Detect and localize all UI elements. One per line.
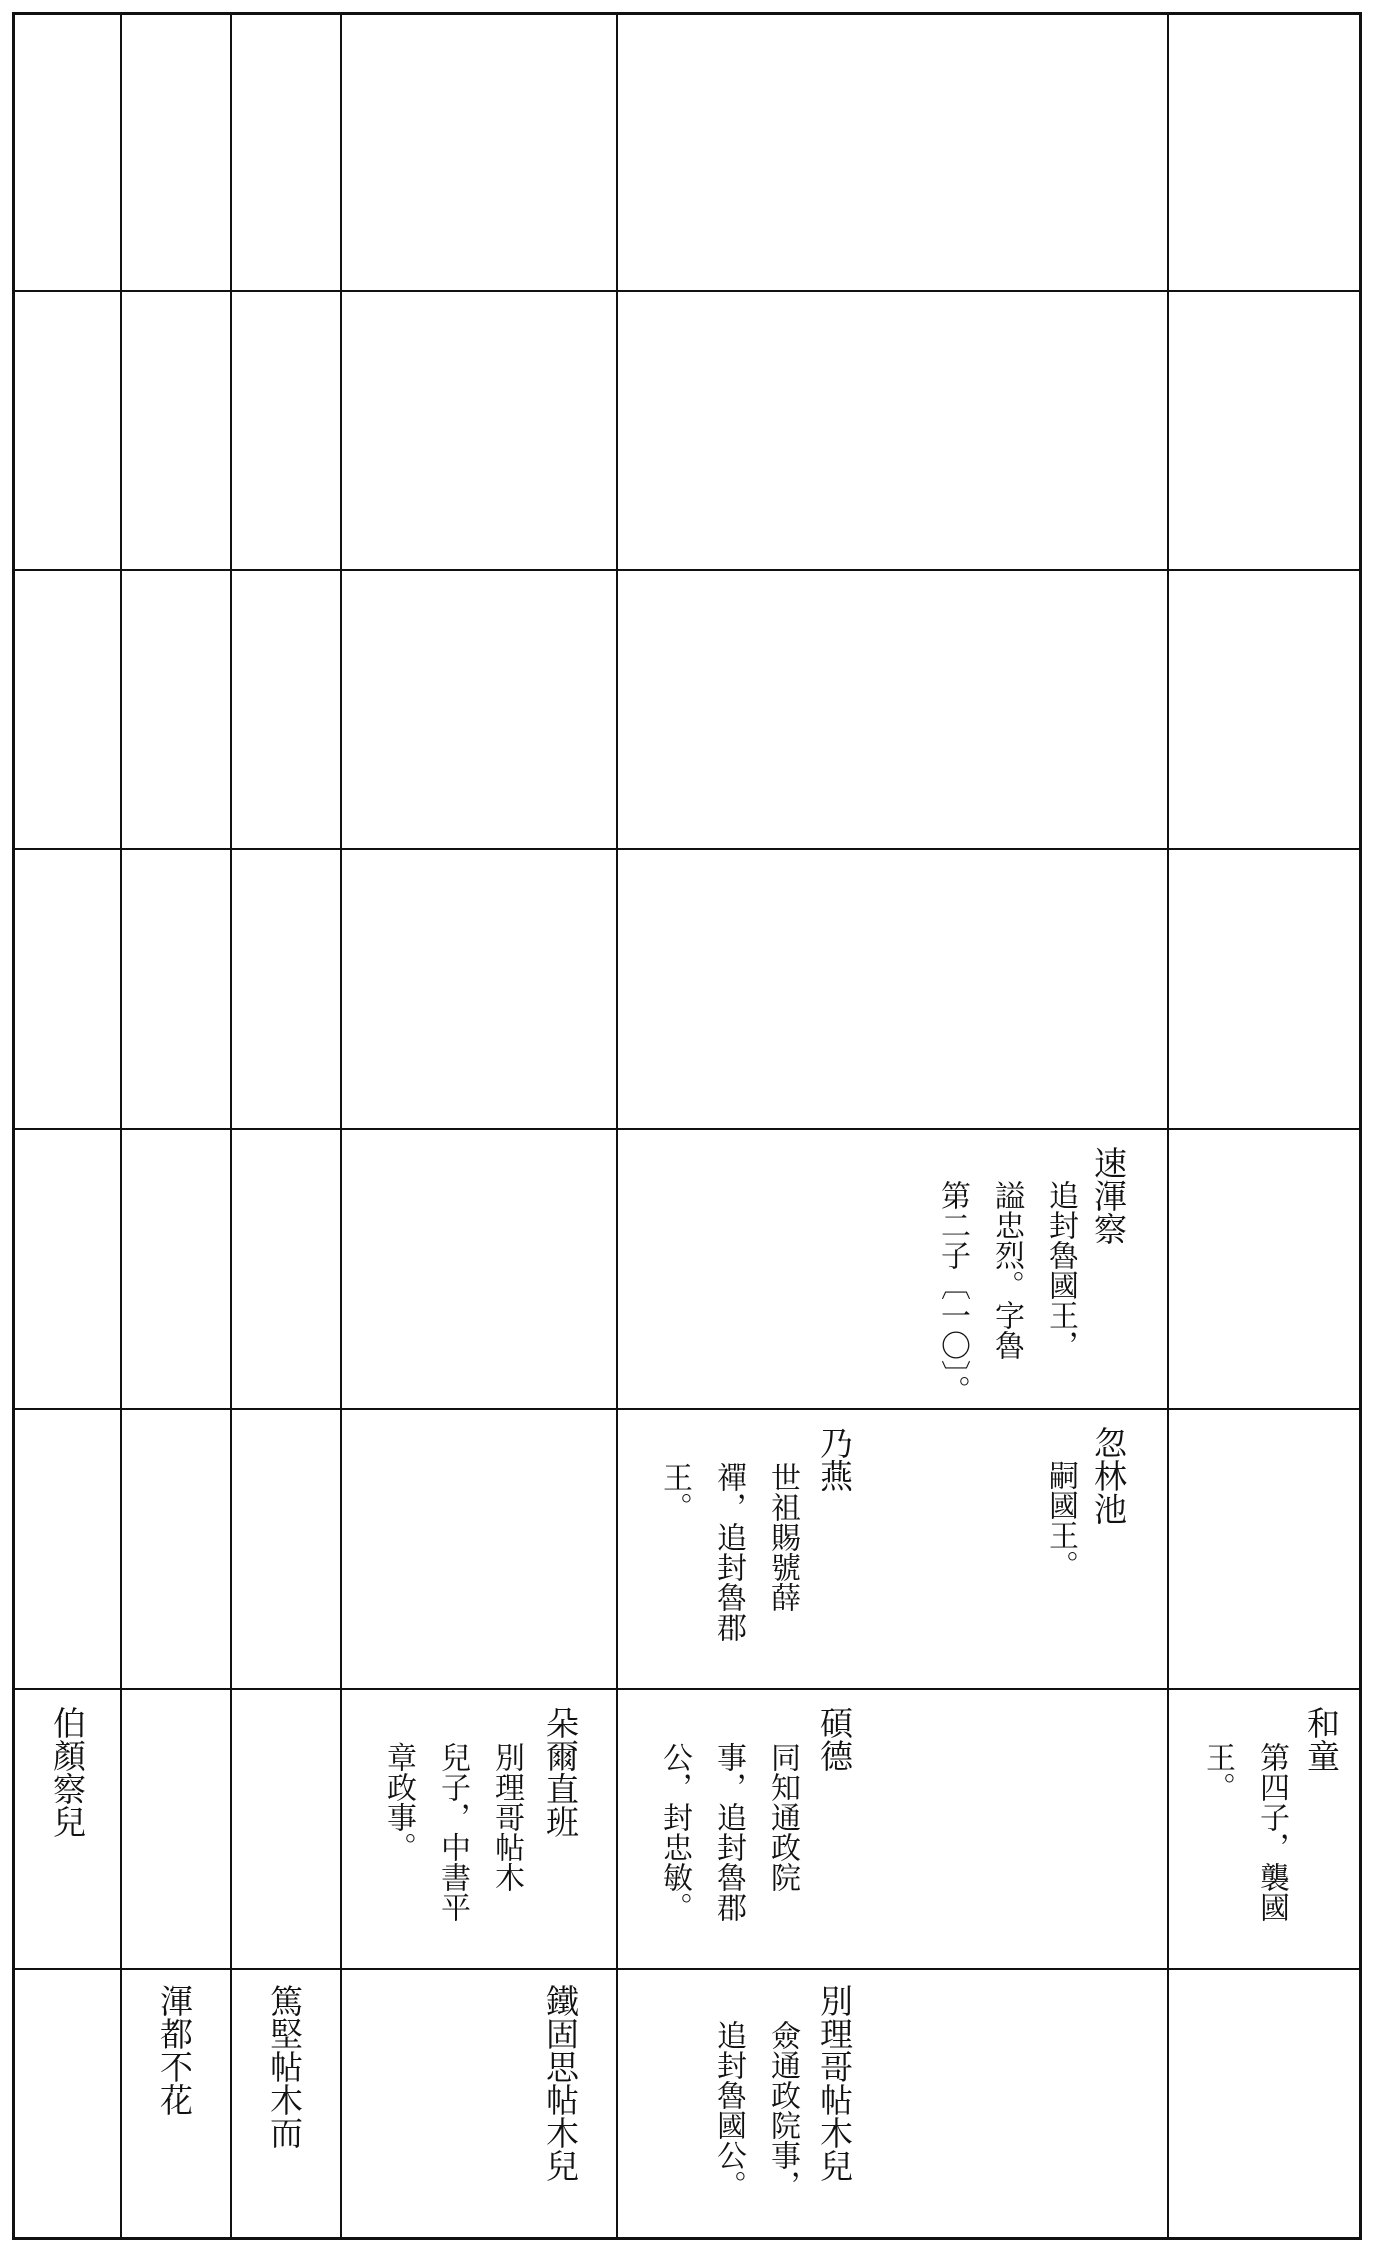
table-cell-row8-b (122, 1970, 230, 2238)
person-name: 伯顏察兒 (48, 1706, 87, 1838)
table-cell-row7-mid (342, 1690, 616, 1968)
person-name: 篤堅帖木而 (265, 1984, 304, 2149)
person-note: 王。 (657, 1462, 692, 1522)
person-note: 別理哥帖木 (489, 1742, 524, 1892)
column-divider (120, 12, 122, 2240)
person-name: 別理哥帖木兒 (815, 1984, 854, 2182)
person-note: 謚忠烈。字魯 (989, 1180, 1024, 1360)
table-cell-row8-main (618, 1970, 1167, 2238)
column-divider (230, 12, 232, 2240)
person-note: 禪，追封魯郡 (711, 1462, 746, 1642)
table-cell-row7-first (15, 1690, 120, 1968)
person-note: 嗣國王。 (1043, 1460, 1078, 1580)
person-note: 第二子〔一〇〕。 (935, 1180, 970, 1405)
person-name: 鐵固思帖木兒 (541, 1984, 580, 2182)
row-divider (12, 569, 1362, 571)
person-name: 和童 (1302, 1706, 1341, 1772)
person-name: 朵爾直班 (541, 1706, 580, 1838)
person-note: 公，封忠敏。 (657, 1742, 692, 1922)
table-cell-row7-last (1169, 1690, 1359, 1968)
row-divider (12, 290, 1362, 292)
person-name: 乃燕 (815, 1426, 854, 1492)
table-cell-row6-father (618, 1410, 1167, 1688)
table-cell-row8-mid (342, 1970, 616, 2238)
person-note: 追封魯國公。 (711, 2020, 746, 2200)
person-note: 章政事。 (381, 1742, 416, 1862)
person-note: 世祖賜號薛 (765, 1462, 800, 1612)
person-name: 速渾察 (1089, 1146, 1128, 1245)
person-note: 同知通政院 (765, 1742, 800, 1892)
person-note: 第四子，襲國 (1254, 1742, 1289, 1922)
person-note: 僉通政院事， (765, 2020, 800, 2200)
table-cell-row8-c (232, 1970, 340, 2238)
table-cell-row7-main (618, 1690, 1167, 1968)
person-note: 事，追封魯郡 (711, 1742, 746, 1922)
person-note: 王。 (1200, 1742, 1235, 1802)
person-note: 兒子，中書平 (435, 1742, 470, 1922)
person-name: 渾都不花 (155, 1984, 194, 2116)
table-cell-row5-father (618, 1130, 1167, 1408)
row-divider (12, 848, 1362, 850)
person-name: 忽林池 (1089, 1426, 1128, 1525)
person-note: 追封魯國王， (1043, 1180, 1078, 1360)
person-name: 碩德 (815, 1706, 854, 1772)
